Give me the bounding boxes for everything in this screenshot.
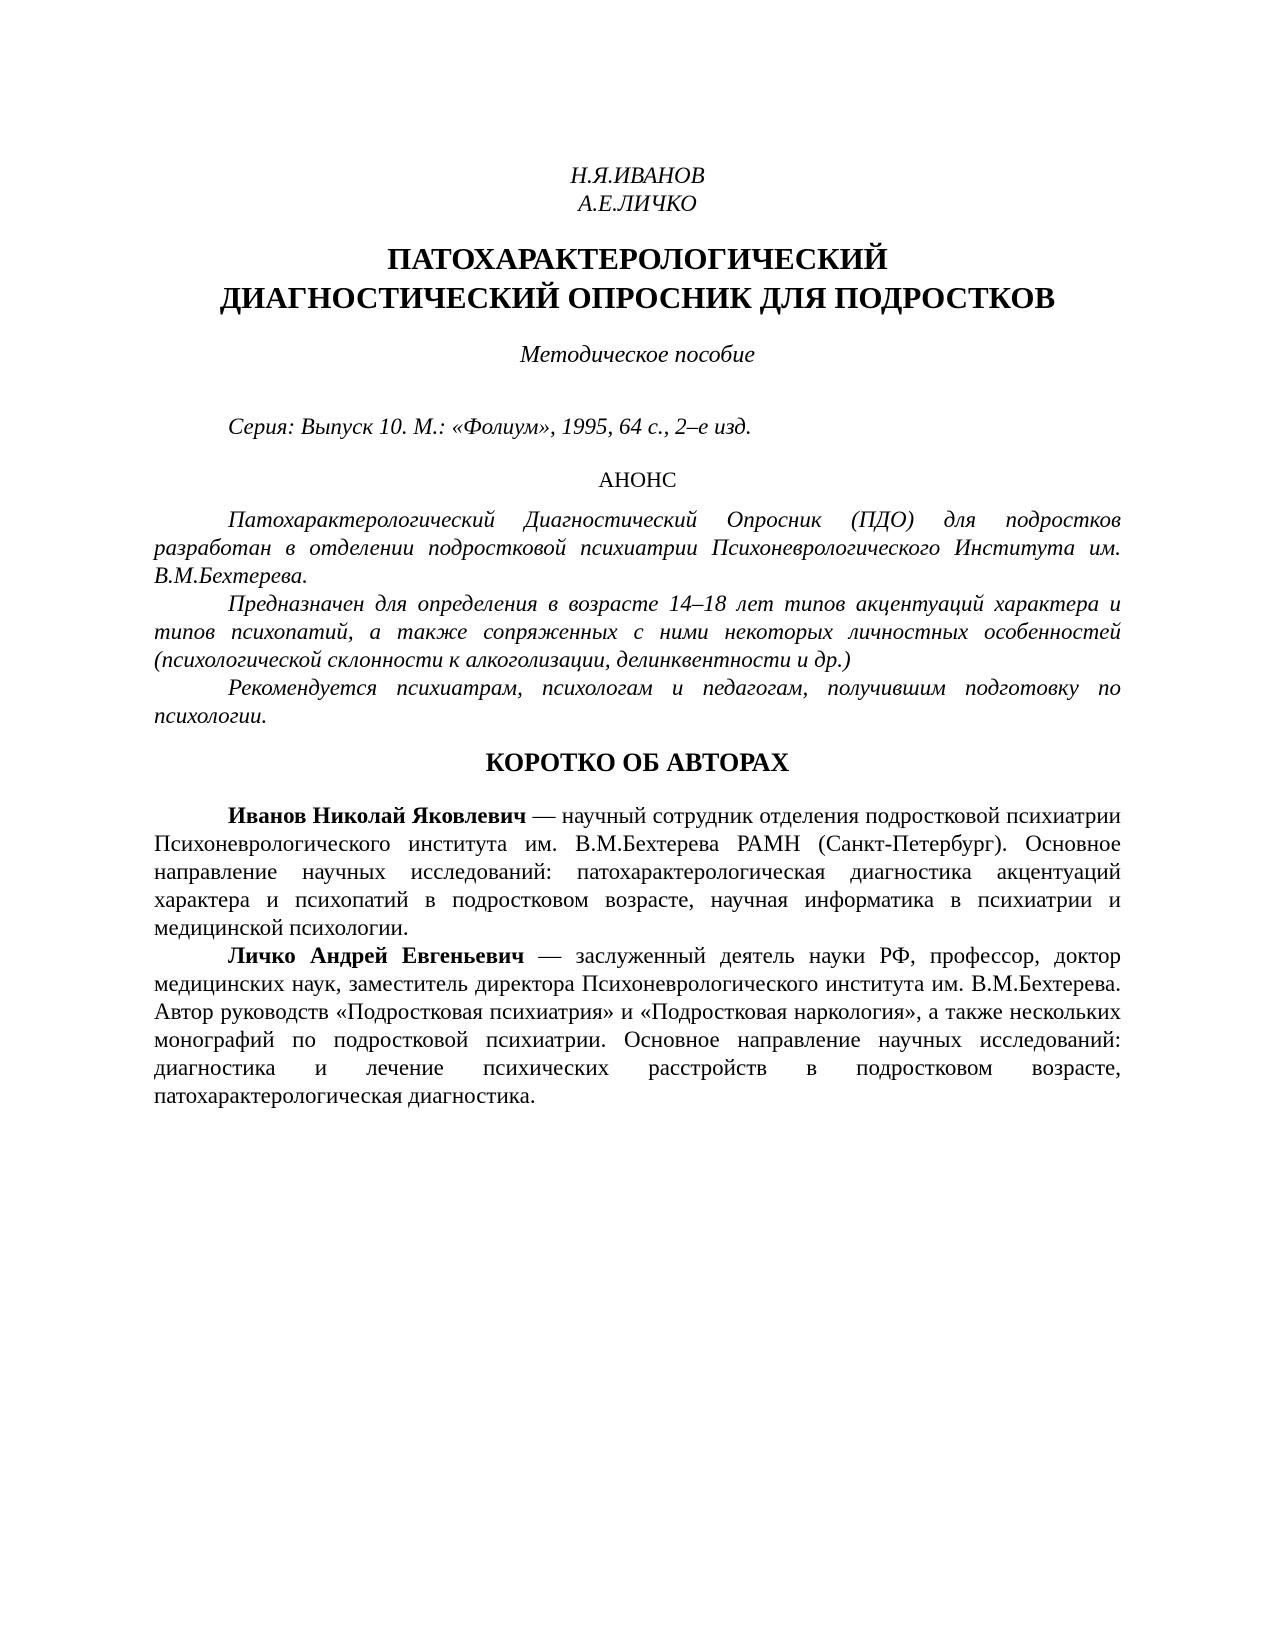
anons-paragraph: Патохарактерологический Диагностический Опросник (ПДО) для подростков разработан в отделении подростковой психиатрии Психоневрологического Института им. В.М.Бехтерева. — [154, 507, 1121, 588]
bio-text: — научный сотрудник отделения подростковой психиатрии Психоневрологического института им. В.М.Бехтерева РАМН (Санкт-Петербург). Основное направление научных исследований: патохарактерологическая диагностика акцентуаций характера и психопатий в подростковом возрасте, научная информатика в психиатрии и медицинской психологии. — [154, 803, 1121, 940]
bio-lichko — [154, 942, 1121, 1110]
bio-name: Иванов Николай Яковлевич — [228, 803, 527, 828]
bio-name: Личко Андрей Евгеньевич — [228, 943, 525, 968]
about-authors-body — [154, 802, 1121, 1110]
series-info: Серия: Выпуск 10. М.: «Фолиум», 1995, 64 с., 2–е изд. — [228, 414, 752, 439]
author-ivanov: Н.Я.ИВАНОВ — [570, 163, 705, 188]
subtitle: Методическое пособие — [519, 342, 755, 368]
title-line-1: ПАТОХАРАКТЕРОЛОГИЧЕСКИЙ — [387, 241, 888, 276]
bio-ivanov — [154, 802, 1121, 942]
anons-heading: АНОНС — [598, 467, 677, 492]
title-line-2: ДИАГНОСТИЧЕСКИЙ ОПРОСНИК ДЛЯ ПОДРОСТКОВ — [219, 280, 1056, 315]
bio-text: — заслуженный деятель науки РФ, профессор, доктор медицинских наук, заместитель директора Психоневрологического института им. В.М.Бехтерева. Автор руководств «Подростковая психиатрия» и «Подростковая наркология», а также нескольких монографий по подростковой психиатрии. Основное направление научных исследований: диагностика и лечение психических расстройств в подростковом возрасте, патохарактерологическая диагностика. — [154, 943, 1122, 1108]
about-authors-heading: КОРОТКО ОБ АВТОРАХ — [485, 748, 790, 777]
anons-paragraph: Предназначен для определения в возрасте 14–18 лет типов акцентуаций характера и типов психопатий, а также сопряженных с ними некоторых личностных особенностей (психологической склонности к алкоголизации, делинквентности и др.) — [154, 591, 1121, 672]
anons-body — [154, 506, 1121, 730]
author-lichko: А.Е.ЛИЧКО — [578, 191, 697, 216]
anons-paragraph: Рекомендуется психиатрам, психологам и педагогам, получившим подготовку по психологии. — [154, 675, 1121, 728]
